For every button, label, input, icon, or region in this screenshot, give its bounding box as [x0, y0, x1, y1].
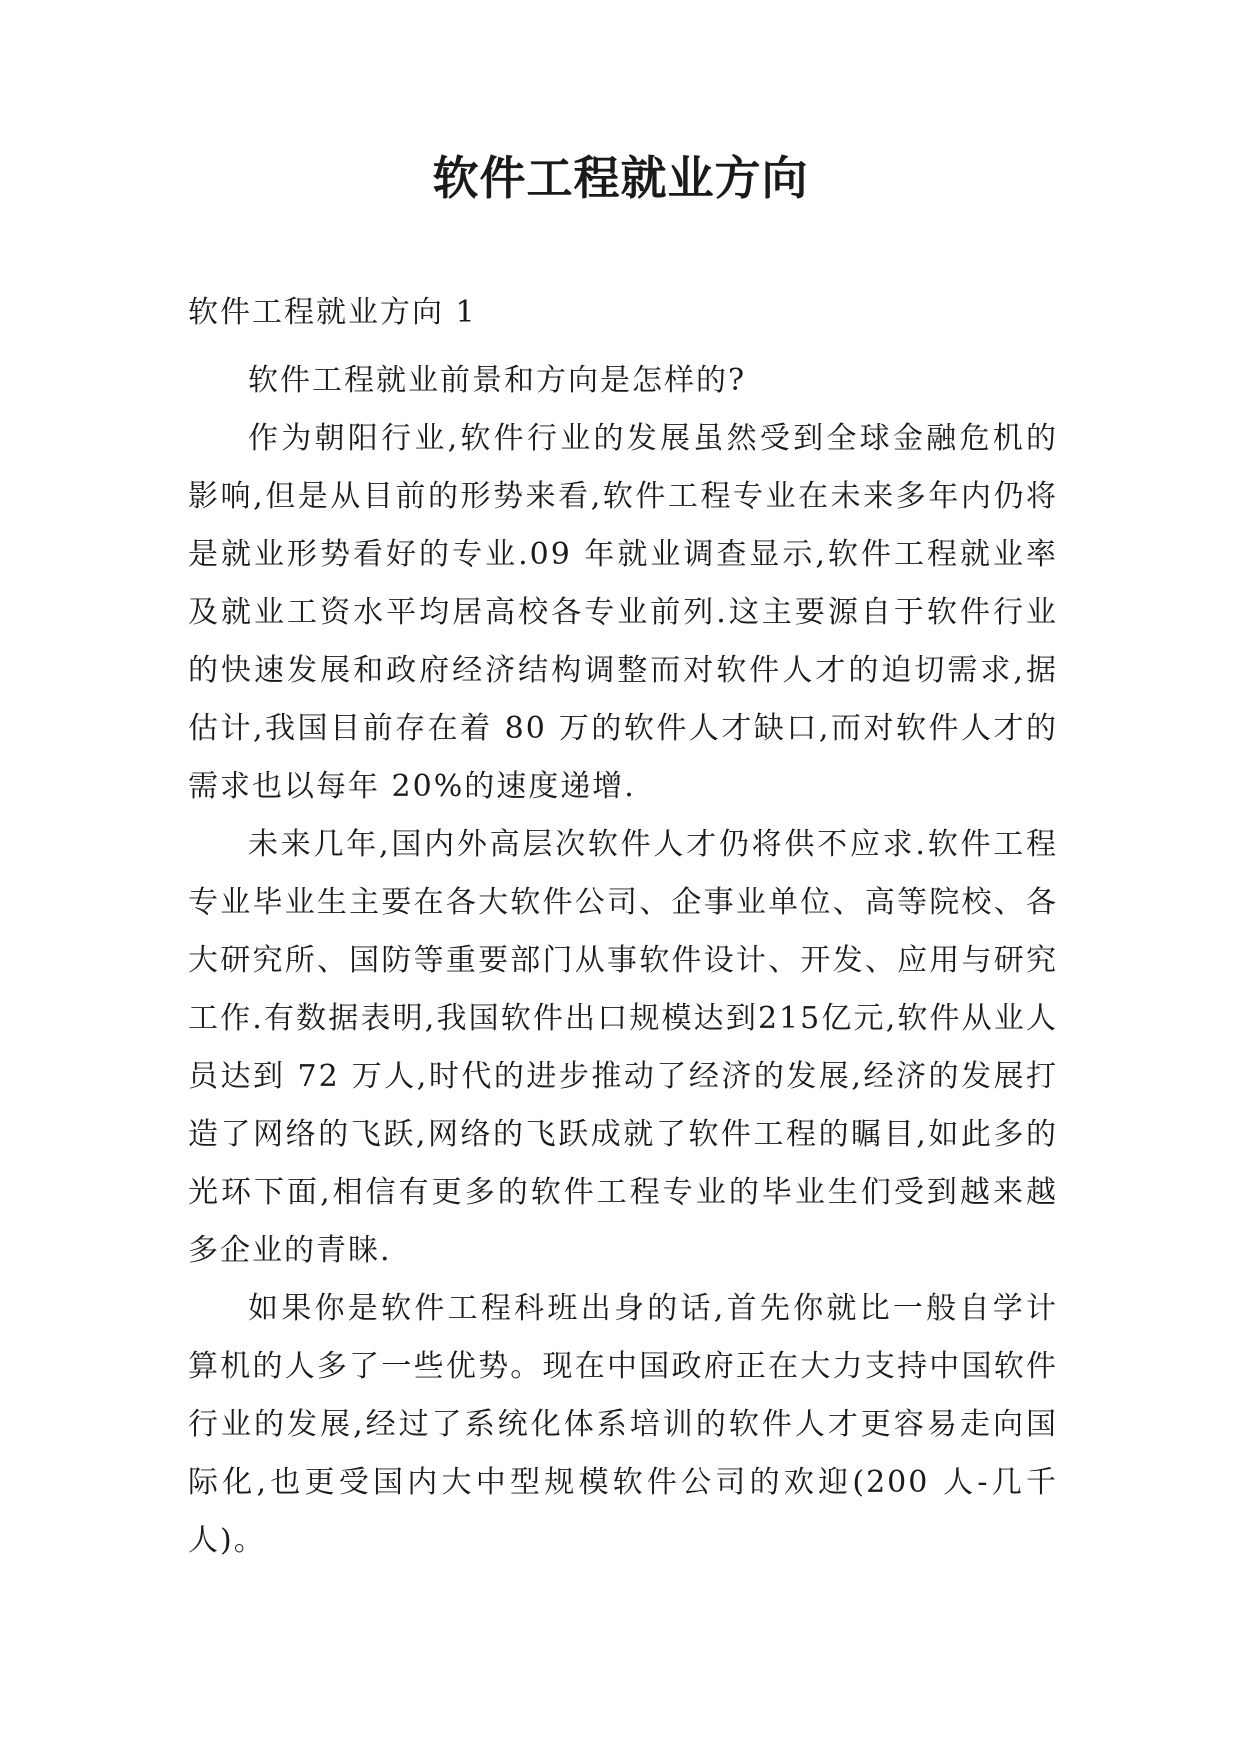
document-body	[188, 284, 1058, 1570]
paragraph-advantages: 如果你是软件工程科班出身的话,首先你就比一般自学计算机的人多了一些优势。现在中国政府正在大力支持中国软件行业的发展,经过了系统化体系培训的软件人才更容易走向国际化,也更受国内大中型规模软件公司的欢迎(200 人-几千人)。	[188, 1291, 1058, 1558]
paragraph-question: 软件工程就业前景和方向是怎样的?	[248, 363, 747, 398]
section-heading: 软件工程就业方向 1	[188, 295, 477, 330]
paragraph-industry-outlook: 作为朝阳行业,软件行业的发展虽然受到全球金融危机的影响,但是从目前的形势来看,软件工程专业在未来多年内仍将是就业形势看好的专业.09 年就业调查显示,软件工程就业率及就业工资水平均居高校各专业前列.这主要源自于软件行业的快速发展和政府经济结构调整而对软件人才的迫切需求,据估计,我国目前存在着 80 万的软件人才缺口,而对软件人才的需求也以每年 20%的速度递增.	[188, 421, 1058, 804]
document-title: 软件工程就业方向	[432, 151, 809, 205]
paragraph-employment-areas: 未来几年,国内外高层次软件人才仍将供不应求.软件工程专业毕业生主要在各大软件公司、企事业单位、高等院校、各大研究所、国防等重要部门从事软件设计、开发、应用与研究工作.有数据表明,我国软件出口规模达到215亿元,软件从业人员达到 72 万人,时代的进步推动了经济的发展,经济的发展打造了网络的飞跃,网络的飞跃成就了软件工程的瞩目,如此多的光环下面,相信有更多的软件工程专业的毕业生们受到越来越多企业的青睐.	[188, 827, 1058, 1268]
